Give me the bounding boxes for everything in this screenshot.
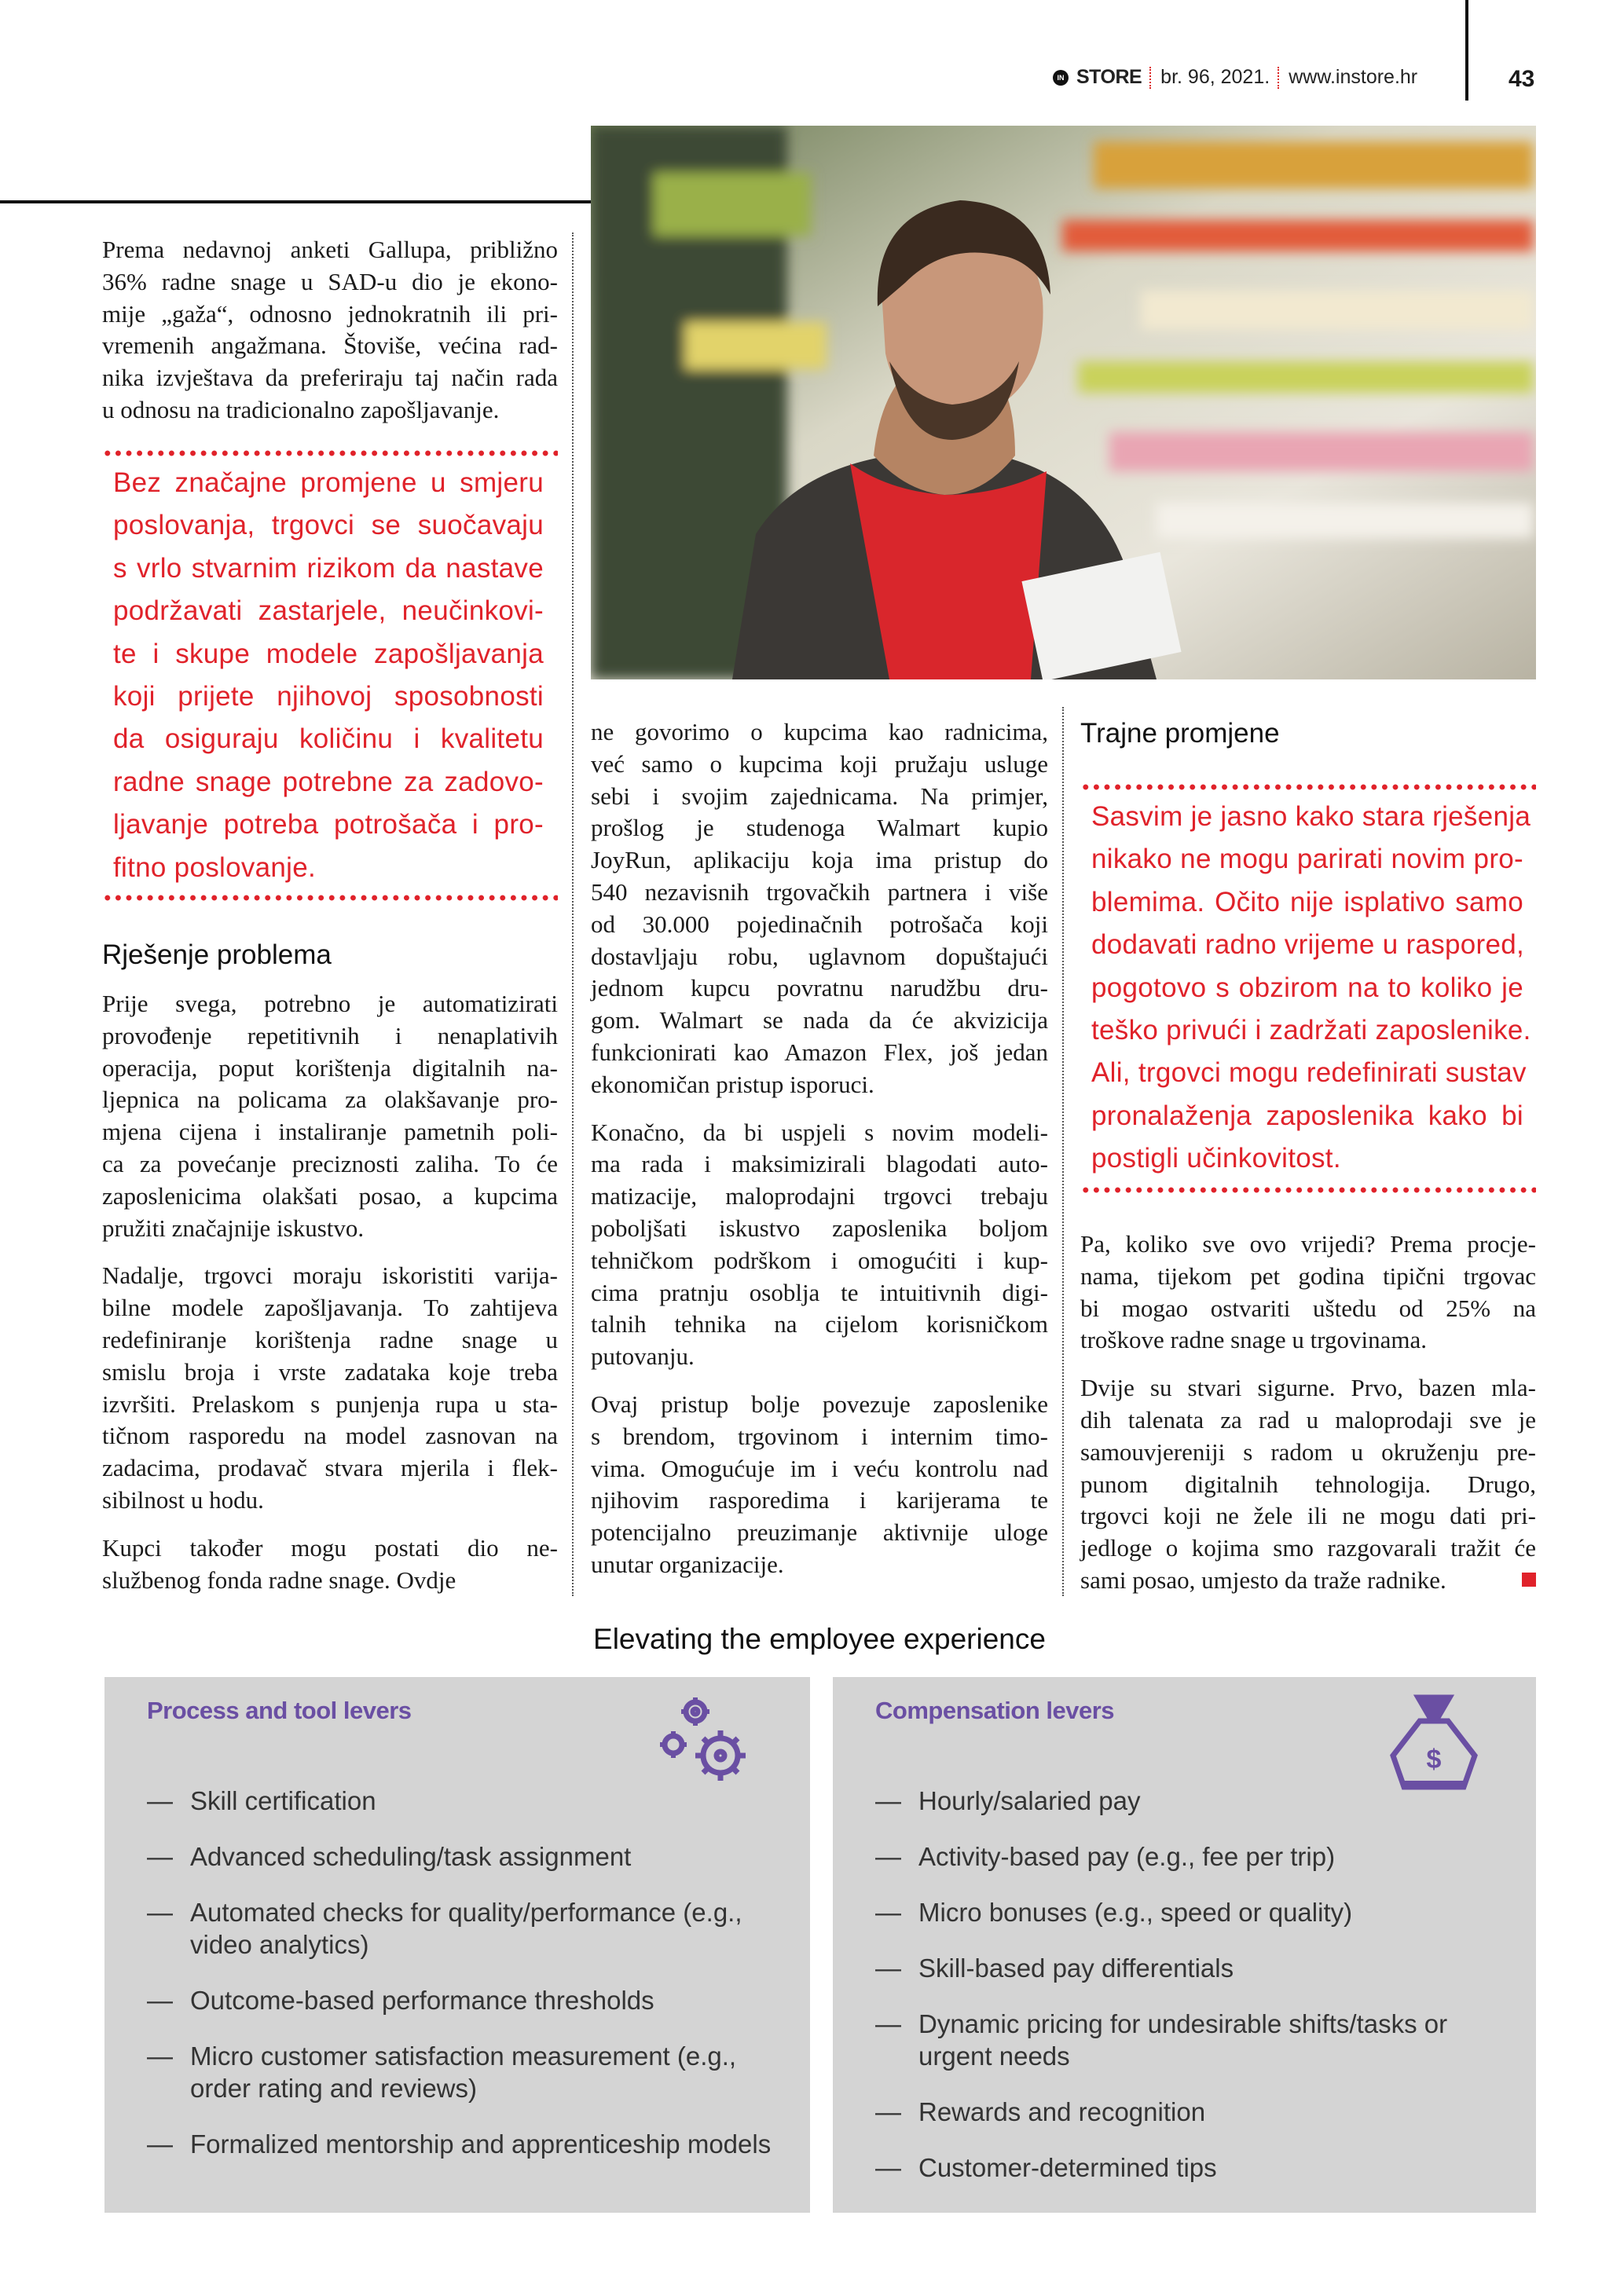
lever-list <box>875 1785 1505 2207</box>
text-line: zaposlenicima olakšati posao, a kupcima <box>102 1181 558 1210</box>
column-separator <box>572 233 575 1596</box>
text-line: zadacima, prodavač stvara mjerila i flek- <box>102 1454 558 1482</box>
text-line: ne govorimo o kupcima kao radnicima, <box>591 718 1048 745</box>
text-line: unutar organizacije. <box>591 1550 784 1578</box>
text-line: cima pratnju osoblja te intuitivnih digi- <box>591 1278 1048 1306</box>
lever-item-label: Skill certification <box>190 1786 376 1815</box>
text-line: 540 nezavisnih trgovačkih partnera i više <box>591 877 1048 906</box>
text-line: dih talenata za rad u maloprodaji sve je <box>1080 1405 1536 1434</box>
middle-body <box>591 716 1048 1581</box>
text-line: s vrlo stvarnim rizikom da nastave <box>113 552 544 584</box>
lever-item <box>875 1785 1505 1817</box>
paragraph <box>591 1117 1048 1373</box>
lever-item <box>147 1896 779 1961</box>
text-line: talnih tehnika na cijelom korisničkom <box>591 1310 1048 1338</box>
text-line: tehničkom podrškom i omogućiti i kup- <box>591 1246 1048 1274</box>
text-line: matizacije, maloprodajni trgovci trebaju <box>591 1182 1048 1210</box>
lever-item <box>147 1840 779 1873</box>
svg-text:$: $ <box>1426 1745 1442 1774</box>
quote-divider <box>102 450 558 456</box>
text-line: ca za povećanje preciznosti zaliha. To će <box>102 1149 558 1177</box>
paragraph <box>1080 1229 1536 1357</box>
text-line: Ovaj pristup bolje povezuje zaposlenike <box>591 1390 1048 1418</box>
text-line: pružiti značajnije iskustvo. <box>102 1214 365 1242</box>
lever-item <box>875 2096 1505 2128</box>
text-line: njihovim rasporedima i karijerama te <box>591 1486 1048 1514</box>
pull-quote <box>113 462 544 889</box>
text-line: nika izvještava da preferiraju taj način rada <box>102 364 558 392</box>
text-line: JoyRun, aplikaciju koja ima pristup do <box>591 846 1048 874</box>
text-line: provođenje repetitivnih i nenaplativih <box>102 1021 558 1049</box>
dash-bullet: — <box>875 2097 901 2126</box>
lever-item <box>875 2008 1505 2072</box>
text-line: bilne modele zapošljavanja. To zahtijeva <box>102 1294 558 1322</box>
infographic-title: Elevating the employee experience <box>593 1623 1046 1655</box>
dash-bullet: — <box>875 1842 901 1871</box>
text-line: potencijalno preuzimanje aktivnije uloge <box>591 1518 1048 1547</box>
left-body <box>102 988 558 1596</box>
text-line: koji prijete njihovoj sposobnosti <box>113 681 544 712</box>
text-line: ma rada i maksimizirali blagodati auto- <box>591 1150 1048 1178</box>
end-of-article-mark <box>1522 1573 1536 1587</box>
article-photo <box>591 126 1536 679</box>
paragraph <box>591 716 1048 1101</box>
lever-item-label: Automated checks for quality/performance (e.g., video analytics) <box>190 1898 742 1959</box>
text-line: podržavati zastarjele, neučinkovi- <box>113 595 544 627</box>
pull-quote <box>1091 796 1531 1181</box>
issue-label: br. 96, 2021. <box>1160 66 1270 88</box>
dash-bullet: — <box>147 1786 173 1815</box>
paragraph <box>102 234 558 427</box>
text-line: Dvije su stvari sigurne. Prvo, bazen mla- <box>1080 1374 1536 1402</box>
lever-item-label: Customer-determined tips <box>918 2153 1217 2182</box>
text-line: jedloge o kojima smo razgovarali tražit će <box>1080 1534 1536 1562</box>
text-line: troškove radne snage u trgovinama. <box>1080 1326 1428 1354</box>
text-line: trgovci koji ne žele ili ne mogu dati pri- <box>1080 1502 1536 1530</box>
lever-item <box>875 2151 1505 2184</box>
text-line: jednom kupcu povratnu narudžbu dru- <box>591 974 1048 1002</box>
gears-icon <box>656 1694 758 1792</box>
lever-item <box>875 1840 1505 1873</box>
lever-item-label: Hourly/salaried pay <box>918 1786 1141 1815</box>
dash-bullet: — <box>875 1954 901 1983</box>
text-line: od 30.000 pojedinačnih potrošača koji <box>591 910 1048 938</box>
lever-item-label: Dynamic pricing for undesirable shifts/tasks or urgent needs <box>918 2009 1448 2071</box>
paragraph <box>1080 1372 1536 1597</box>
quote-divider <box>1080 1187 1536 1193</box>
text-line: smislu broja i vrste zadataka koje treba <box>102 1357 558 1386</box>
text-line: vremenih angažmana. Štoviše, većina rad- <box>102 331 558 360</box>
page-number: 43 <box>1509 66 1535 92</box>
header-rule <box>1465 0 1468 101</box>
dash-bullet: — <box>875 2009 901 2038</box>
text-line: ekonomičan pristup isporuci. <box>591 1070 874 1098</box>
text-line: redefiniranje korištenja radne snage u <box>102 1325 558 1353</box>
dash-bullet: — <box>147 2129 173 2159</box>
panel-process-tool-levers <box>104 1677 810 2213</box>
lever-item-label: Micro customer satisfaction measurement (e.g., order rating and reviews) <box>190 2041 737 2103</box>
website-link[interactable]: www.instore.hr <box>1289 66 1418 88</box>
text-line: Bez značajne promjene u smjeru <box>113 467 544 498</box>
text-line: nikako ne mogu parirati novim pro- <box>1091 844 1523 875</box>
text-line: nama, tijekom pet godina tipični trgovac <box>1080 1262 1536 1290</box>
text-line: Prije svega, potrebno je automatizirati <box>102 990 558 1017</box>
text-line: Konačno, da bi uspjeli s novim modeli- <box>591 1118 1048 1146</box>
lever-item-label: Activity-based pay (e.g., fee per trip) <box>918 1842 1336 1871</box>
intro-paragraph <box>102 234 558 427</box>
text-line: mjena cijena i instaliranje pametnih poli- <box>102 1118 558 1146</box>
text-line: sami posao, umjesto da traže radnike. <box>1080 1565 1446 1594</box>
dash-bullet: — <box>875 2153 901 2182</box>
lever-item <box>875 1952 1505 1984</box>
panel-title: Compensation levers <box>875 1697 1115 1724</box>
text-line: funkcionirati kao Amazon Flex, još jedan <box>591 1038 1048 1066</box>
dash-bullet: — <box>147 1842 173 1871</box>
dash-bullet: — <box>147 1986 173 2015</box>
text-line: radne snage potrebne za zadovo- <box>113 766 544 797</box>
text-line: da osiguraju količinu i kvalitetu <box>113 723 544 755</box>
text-line: s brendom, trgovinom i internim timo- <box>591 1422 1048 1450</box>
lever-item <box>147 1785 779 1817</box>
photo-retail-worker-at-shelf <box>591 126 1536 679</box>
paragraph <box>102 1260 558 1516</box>
text-line: dostavljaju robu, uglavnom dopuštajući <box>591 942 1048 970</box>
quote-divider <box>1080 784 1536 790</box>
dash-bullet: — <box>875 1786 901 1815</box>
text-line: gom. Walmart se nada da će akvizicija <box>591 1006 1048 1034</box>
text-line: vima. Omogućuje im i veću kontrolu nad <box>591 1454 1048 1482</box>
section-heading: Rješenje problema <box>102 939 332 970</box>
text-line: tičnom rasporedu na model zasnovan na <box>102 1422 558 1450</box>
text-line: bi mogao ostvariti uštedu od 25% na <box>1080 1294 1536 1322</box>
text-line: poboljšati iskustvo zaposlenika boljom <box>591 1214 1048 1242</box>
lever-item-label: Skill-based pay differentials <box>918 1954 1234 1983</box>
lever-item <box>875 1896 1505 1928</box>
lever-item <box>147 1984 779 2016</box>
text-line: putovanju. <box>591 1342 695 1371</box>
text-line: ljavanje potreba potrošača i pro- <box>113 809 544 840</box>
text-line: Sasvim je jasno kako stara rješenja <box>1091 801 1531 832</box>
text-line: službenog fonda radne snage. Ovdje <box>102 1565 456 1594</box>
text-line: pronalaženja zaposlenika kako bi <box>1091 1100 1523 1131</box>
dash-bullet: — <box>147 2041 173 2071</box>
paragraph <box>1091 796 1531 1181</box>
paragraph <box>102 988 558 1244</box>
top-rule <box>0 200 591 203</box>
text-line: Ali, trgovci mogu redefinirati sustav <box>1091 1057 1527 1089</box>
lever-list <box>147 1785 779 2184</box>
lever-item <box>147 2040 779 2104</box>
text-line: pogotovo s obzirom na to koliko je <box>1091 972 1523 1003</box>
lever-item-label: Advanced scheduling/task assignment <box>190 1842 632 1871</box>
text-line: izvršiti. Prelaskom s punjenja rupa u sta- <box>102 1390 558 1418</box>
text-line: u odnosu na tradicionalno zapošljavanje. <box>102 395 500 423</box>
text-line: teško privući i zadržati zaposlenike. <box>1091 1015 1531 1046</box>
panel-compensation-levers <box>833 1677 1536 2213</box>
text-line: mije „gaža“, odnosno jednokratnih ili pri- <box>102 299 558 328</box>
running-header <box>1053 66 1417 89</box>
instore-logo-icon: IN <box>1053 70 1069 86</box>
text-line: te i skupe modele zapošljavanja <box>113 638 544 669</box>
text-line: punom digitalnih tehnologija. Drugo, <box>1080 1470 1536 1498</box>
lever-item-label: Rewards and recognition <box>918 2097 1206 2126</box>
text-line: poslovanja, trgovci se suočavaju <box>113 510 544 541</box>
text-line: sibilnost u hodu. <box>102 1485 264 1514</box>
lever-item-label: Outcome-based performance thresholds <box>190 1986 654 2015</box>
paragraph <box>102 1532 558 1597</box>
paragraph <box>113 462 544 889</box>
text-line: Pa, koliko sve ovo vrijedi? Prema procje- <box>1080 1230 1536 1258</box>
divider <box>1278 67 1281 89</box>
lever-item-label: Micro bonuses (e.g., speed or quality) <box>918 1898 1353 1927</box>
text-line: samouvjereniji s radom u okruženju pre- <box>1080 1437 1536 1466</box>
text-line: prošlog je studenoga Walmart kupio <box>591 814 1048 842</box>
dash-bullet: — <box>147 1898 173 1927</box>
text-line: Kupci također mogu postati dio ne- <box>102 1533 558 1562</box>
money-bag-icon <box>1387 1693 1481 1795</box>
text-line: sebi i svojim zajednicama. Na primjer, <box>591 782 1048 810</box>
dash-bullet: — <box>875 1898 901 1927</box>
text-line: ljepnica na policama za olakšavanje pro- <box>102 1086 558 1114</box>
right-body <box>1080 1229 1536 1597</box>
text-line: dodavati radno vrijeme u raspored, <box>1091 929 1525 961</box>
section-heading: Trajne promjene <box>1080 718 1280 749</box>
text-line: 36% radne snage u SAD-u dio je ekono- <box>102 267 558 295</box>
text-line: već samo o kupcima koji pružaju usluge <box>591 749 1048 778</box>
text-line: Prema nedavnoj anketi Gallupa, približno <box>102 236 558 263</box>
quote-divider <box>102 895 558 901</box>
brand-name: STORE <box>1076 66 1142 88</box>
paragraph <box>591 1389 1048 1581</box>
divider <box>1149 67 1153 89</box>
text-line: Nadalje, trgovci moraju iskoristiti varija- <box>102 1262 558 1290</box>
lever-item-label: Formalized mentorship and apprenticeship models <box>190 2129 772 2159</box>
lever-item <box>147 2128 779 2160</box>
text-line: postigli učinkovitost. <box>1091 1143 1341 1174</box>
panel-title: Process and tool levers <box>147 1697 412 1724</box>
column-separator <box>1062 707 1065 1596</box>
text-line: operacija, poput korištenja digitalnih na- <box>102 1053 558 1082</box>
text-line: fitno poslovanje. <box>113 851 317 883</box>
text-line: blemima. Očito nije isplativo samo <box>1091 886 1523 917</box>
